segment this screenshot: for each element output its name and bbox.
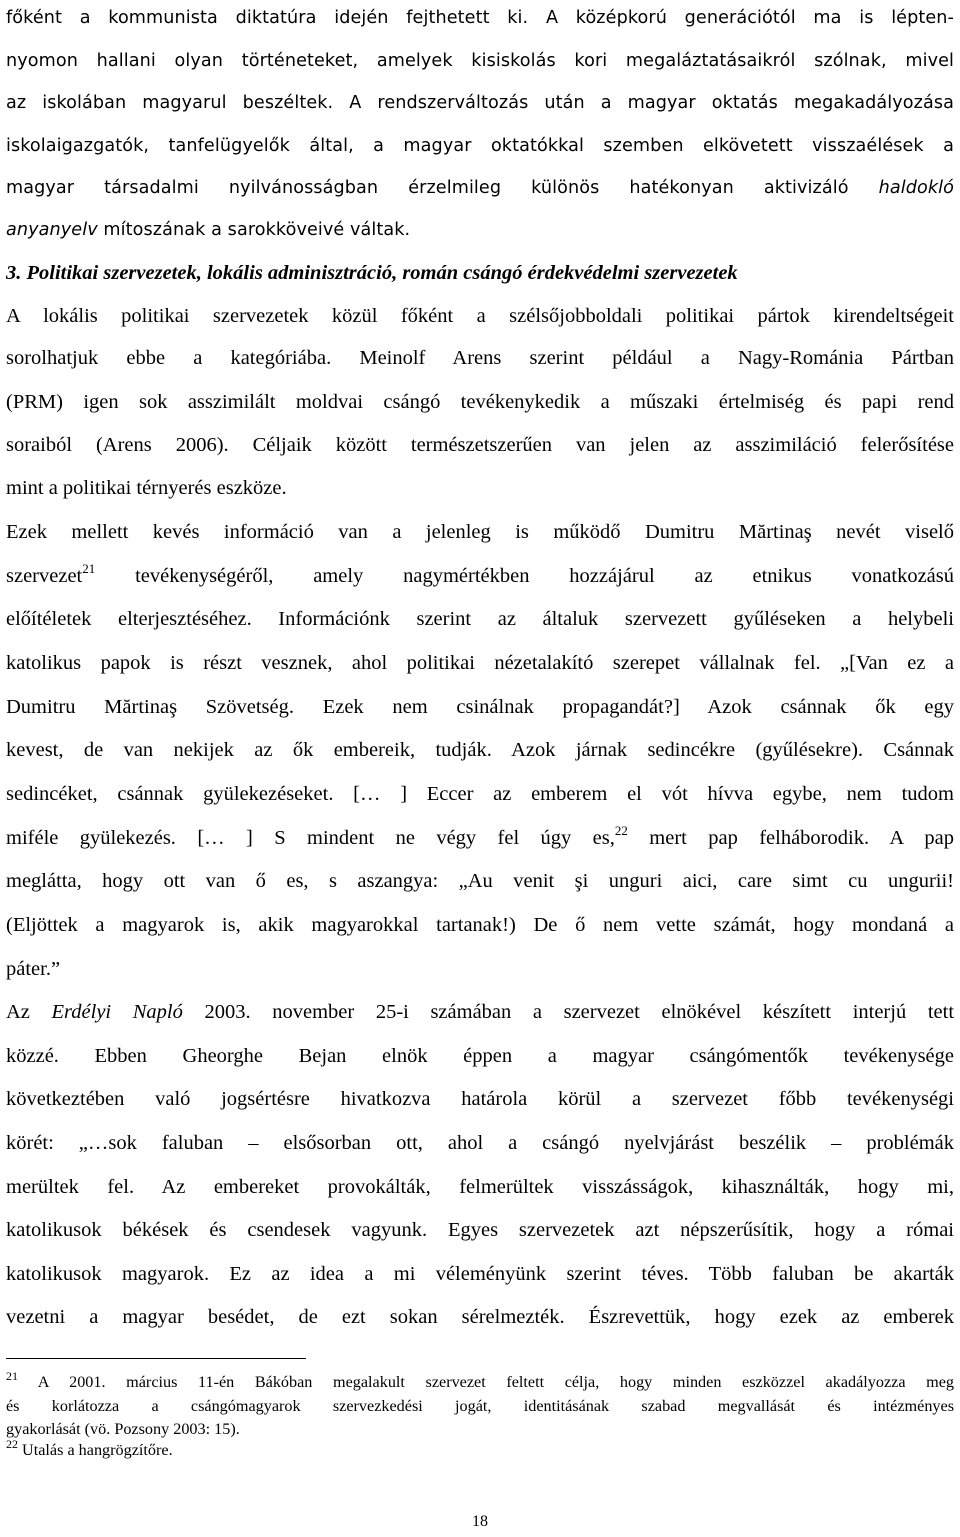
italic-term: haldokló	[878, 178, 954, 198]
footnote-number: 21	[6, 1369, 18, 1383]
text-line	[6, 218, 954, 242]
text-line	[6, 1175, 954, 1199]
footnote-separator	[6, 1358, 306, 1359]
footnote-21	[6, 1369, 954, 1392]
text-span: nyomon hallani olyan történeteket, amelyek kisiskolás kori megaláztatásaikról szólnak, mivel	[6, 51, 954, 71]
text-span: közzé. Ebben Gheorghe Bejan elnök éppen a magyar csángómentők tevékenysége	[6, 1045, 954, 1067]
text-span: miféle gyülekezés. [… ] S mindent ne végy fel úgy es,	[6, 827, 615, 849]
text-span: Ezek mellett kevés információ van a jelenleg is működő Dumitru Mărtinaş nevét viselő	[6, 521, 954, 543]
text-line	[6, 346, 954, 370]
text-span: katolikusok békések és csendesek vagyunk. Egyes szervezetek azt népszerűsítik, hogy a római	[6, 1219, 954, 1241]
footnote-ref: 21	[82, 561, 96, 576]
text-span: meglátta, hogy ott van ő es, s aszangya: „Au venit şi unguri aici, care simt cu ungurii!	[6, 870, 954, 892]
text-line	[6, 176, 954, 200]
text-span: iskolaigazgatók, tanfelügyelők által, a magyar oktatókkal szemben elkövetett visszaélések a	[6, 136, 954, 156]
footnote-number: 22	[6, 1437, 18, 1451]
text-line	[6, 1262, 954, 1286]
page-number: 18	[472, 1513, 488, 1530]
footnote-line	[6, 1419, 954, 1439]
text-span: (Eljöttek a magyarok is, akik magyarokkal tartanak!) De ő nem vette számát, hogy mondaná a	[6, 914, 954, 936]
text-line	[6, 49, 954, 73]
text-line	[6, 134, 954, 158]
footnote-ref: 22	[614, 823, 628, 838]
text-line	[6, 476, 954, 500]
text-line	[6, 6, 954, 30]
text-span: A lokális politikai szervezetek közül főként a szélsőjobboldali politikai pártok kirendeltségeit	[6, 305, 954, 327]
text-line	[6, 695, 954, 719]
text-span: magyar társadalmi nyilvánosságban érzelmileg különös hatékonyan aktivizáló	[6, 178, 849, 198]
text-line	[6, 1000, 954, 1024]
section-heading	[6, 261, 954, 285]
text-line	[6, 91, 954, 115]
text-span: következtében való jogsértésre hivatkozva határola körül a szervezet főbb tevékenységi	[6, 1088, 954, 1110]
text-line	[6, 651, 954, 675]
text-span: mint a politikai térnyerés eszköze.	[6, 477, 287, 499]
italic-title: Erdélyi Napló	[51, 1001, 183, 1023]
text-span: sorolhatjuk ebbe a kategóriába. Meinolf Arens szerint például a Nagy-Románia Pártban	[6, 347, 954, 369]
italic-term: anyanyelv	[6, 220, 98, 240]
text-line	[6, 957, 954, 981]
text-span: 2003. november 25-i számában a szervezet elnökével készített interjú tett	[204, 1001, 955, 1023]
footnote-text: és korlátozza a csángómagyarok szervezkedési jogát, identitásának szabad megvallását és intézményes	[6, 1397, 954, 1415]
footnote-text: A 2001. március 11-én Bákóban megalakult szervezet feltett célja, hogy minden eszközzel akadályozza meg	[37, 1373, 954, 1391]
text-span: körét: „…sok faluban – elsősorban ott, ahol a csángó nyelvjárást beszélik – problémák	[6, 1132, 954, 1154]
text-line	[6, 520, 954, 544]
text-line	[6, 782, 954, 806]
text-line	[6, 738, 954, 762]
text-span: mert pap felháborodik. A pap	[649, 827, 954, 849]
text-span: az iskolában magyarul beszéltek. A rendszerváltozás után a magyar oktatás megakadályozása	[6, 93, 954, 113]
text-span: soraiból (Arens 2006). Céljaik között természetszerűen van jelen az asszimiláció felerősítése	[6, 434, 954, 456]
text-line	[6, 913, 954, 937]
text-line	[6, 304, 954, 328]
text-span: merültek fel. Az embereket provokálták, felmerültek visszásságok, kihasználták, hogy mi,	[6, 1176, 954, 1198]
text-span: vezetni a magyar besédet, de ezt sokan sérelmezték. Észrevettük, hogy ezek az emberek	[6, 1306, 954, 1328]
footnote-22	[6, 1437, 954, 1460]
text-line	[6, 1305, 954, 1329]
footnote-text: Utalás a hangrögzítőre.	[22, 1441, 173, 1459]
footnote-text: gyakorlását (vö. Pozsony 2003: 15).	[6, 1420, 240, 1438]
text-line	[6, 561, 954, 588]
footnote-line	[6, 1396, 954, 1416]
text-line	[6, 869, 954, 893]
text-span: Dumitru Mărtinaş Szövetség. Ezek nem csinálnak propagandát?] Azok csánnak ők egy	[6, 696, 954, 718]
text-span: katolikus papok is részt vesznek, ahol politikai nézetalakító szerepet vállalnak fel. „[Van ez a	[6, 652, 954, 674]
text-span: Az	[6, 1001, 30, 1023]
text-span: (PRM) igen sok asszimilált moldvai csángó tevékenykedik a műszaki értelmiség és papi rend	[6, 391, 954, 413]
text-line	[6, 1131, 954, 1155]
text-line	[6, 823, 954, 850]
text-span: sedincéket, csánnak gyülekezéseket. [… ] Eccer az emberem el vót hívva egybe, nem tudom	[6, 783, 954, 805]
text-span: páter.”	[6, 958, 61, 980]
text-line	[6, 1087, 954, 1111]
text-line	[6, 607, 954, 631]
text-span: kevest, de van nekijek az ők embereik, tudják. Azok járnak sedincékre (gyűlésekre). Csánnak	[6, 739, 954, 761]
text-span: katolikusok magyarok. Ez az idea a mi véleményünk szerint téves. Több faluban be akarták	[6, 1263, 954, 1285]
text-line	[6, 390, 954, 414]
text-span: főként a kommunista diktatúra idején fejthetett ki. A középkorú generációtól ma is lépten-	[6, 8, 954, 28]
text-span: tevékenységéről, amely nagymértékben hozzájárul az etnikus vonatkozású	[135, 565, 954, 587]
text-span: előítéletek elterjesztéséhez. Információnk szerint az általuk szervezett gyűléseken a helybeli	[6, 608, 954, 630]
text-span: mítoszának a sarokköveivé váltak.	[103, 220, 411, 240]
text-line	[6, 1218, 954, 1242]
text-span: szervezet	[6, 565, 83, 587]
heading-text: 3. Politikai szervezetek, lokális adminisztráció, román csángó érdekvédelmi szervezetek	[6, 262, 738, 284]
text-line	[6, 433, 954, 457]
text-line	[6, 1044, 954, 1068]
